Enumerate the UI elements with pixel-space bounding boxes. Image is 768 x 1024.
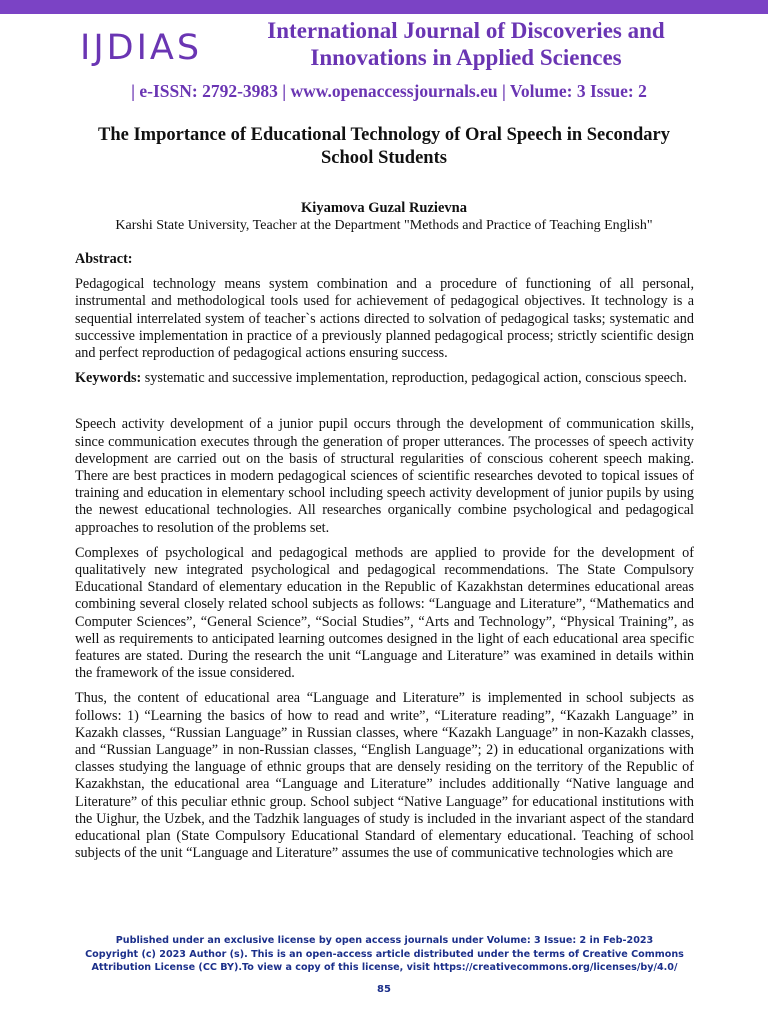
paragraph-2: Complexes of psychological and pedagogical methods are applied to provide for the development of qualitatively new integrated psychological and pedagogical recommendations. The State Compulsory Educational Standard of elementary education in the Republic of Kazakhstan determines educational areas combining several closely related school subjects as follows: “Language and Literature”, “Mathematics and Computer Sciences”, “General Science”, “Social Studies”, “Arts and Technology”, “Physical Training”, as well as requirements to anticipated learning outcomes designed in the light of each educational area specific features are stated. During the research the unit “Language and Literature” was examined in details within the framework of the issue considered.	[75, 544, 694, 682]
article-body	[75, 251, 694, 871]
header-color-bar	[0, 0, 768, 14]
journal-logo: IJDIAS	[80, 28, 203, 68]
journal-title: International Journal of Discoveries and Innovations in Applied Sciences	[267, 18, 665, 70]
paper-title: The Importance of Educational Technology of Oral Speech in Secondary School Students	[98, 125, 670, 168]
keywords	[75, 370, 694, 387]
license-line-2: Copyright (c) 2023 Author (s). This is an open-access article distributed under the terms of Creative Commons Attribution License (CC BY).To view a copy of this license, visit https://creativecommons.org/licenses/by/4.0/	[85, 948, 684, 973]
author-name: Kiyamova Guzal Ruzievna	[301, 200, 467, 216]
journal-info: | e-ISSN: 2792-3983 | www.openaccessjournals.eu | Volume: 3 Issue: 2	[131, 81, 647, 101]
abstract-text: Pedagogical technology means system combination and a procedure of functioning of all personal, instrumental and methodological tools used for achievement of pedagogical objectives. It technology is a sequential interrelated system of teacher`s actions directed to solvation of pedagogical tasks; systematic and successive implementation in practice of a previously planned pedagogical process; strictly scientific design and perfect reproduction of pedagogical actions ensuring success.	[75, 276, 694, 362]
license-footer	[75, 934, 694, 975]
license-line-1: Published under an exclusive license by open access journals under Volume: 3 Issue: 2 in Feb-2023	[115, 935, 654, 946]
author-affiliation: Karshi State University, Teacher at the Department "Methods and Practice of Teaching English"	[115, 218, 653, 233]
section-gap	[75, 395, 694, 416]
page-number: 85	[377, 984, 391, 995]
paragraph-3: Thus, the content of educational area “Language and Literature” is implemented in school subjects as follows: 1) “Learning the basics of how to read and write”, “Literature reading”, “Kazakh Language” in Kazakh classes, “Russian Language” in Russian classes, where “Kazakh Language” in non-Kazakh classes, and “Russian Language” in non-Russian classes, “English Language”; 2) in educational organizations with classes studying the language of ethnic groups that are densely residing on the territory of the Republic of Kazakhstan, the educational area “Language and Literature” includes additionally “Native language and Literature” of this peculiar ethnic group. School subject “Native Language” for educational institutions with the Uighur, the Uzbek, and the Tadzhik languages of study is included in the invariant aspect of the standard educational plan (State Compulsory Educational Standard of elementary educational. Teaching of school subjects of the unit “Language and Literature” assumes the use of communicative technologies which are	[75, 690, 694, 862]
keywords-label: Keywords:	[75, 370, 142, 387]
abstract-heading: Abstract:	[75, 251, 133, 267]
paragraph-1: Speech activity development of a junior pupil occurs through the development of communication skills, since communication executes through the generation of proper utterances. The processes of speech activity development are carried out on the basis of structural regularities of conscious coherent speech making. There are best practices in modern pedagogical sciences of scientific researches devoted to topical issues of training and education in elementary school including speech activity development of junior pupils by using the newest educational technologies. All researches organically combine psychological and pedagogical approaches to resolution of the problems set.	[75, 416, 694, 536]
keywords-text: systematic and successive implementation, reproduction, pedagogical action, conscious speech.	[144, 370, 687, 387]
